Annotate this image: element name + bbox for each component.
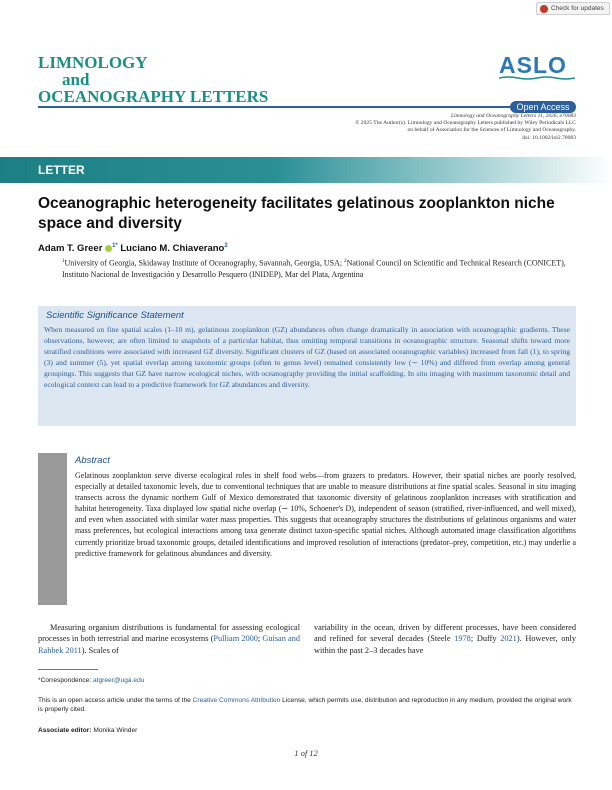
body-text: variability in the ocean, driven by different processes, have been considered and refined for several decades (Steele [314, 623, 576, 644]
article-title: Oceanographic heterogeneity facilitates gelatinous zooplankton niche space and diversity [38, 195, 555, 232]
author-line [38, 243, 228, 254]
editor-name: Monika Winder [91, 727, 138, 734]
article-meta [276, 113, 576, 142]
email-link[interactable]: atgreer@uga.edu [92, 677, 145, 684]
license-link[interactable]: Creative Commons Attribution [192, 697, 281, 704]
author-1-affil: 1* [112, 243, 118, 249]
reference-link[interactable]: Pulliam 2000 [213, 634, 258, 644]
body-text: ). However, only within the past 2–3 decades have [314, 634, 576, 655]
author-1[interactable]: Adam T. Greer [38, 243, 103, 255]
page-number: 1 of 12 [294, 748, 318, 758]
journal-title-line2: and [62, 70, 90, 89]
aslo-wave-icon [499, 76, 575, 80]
copyright: © 2025 The Author(s). Limnology and Oceanography Letters published by Wiley Periodicals LLC [355, 120, 576, 127]
associate-editor [38, 727, 137, 734]
body-text: ). Scales of [81, 645, 119, 655]
check-for-updates-button[interactable] [536, 2, 610, 15]
reference-link[interactable]: Guisan and Rahbek 2011 [38, 634, 301, 655]
journal-title-line3: OCEANOGRAPHY LETTERS [38, 87, 269, 106]
body-text: ; [257, 634, 263, 644]
reference-link[interactable]: 1978 [454, 634, 471, 644]
body-column-left [38, 622, 300, 656]
author-2[interactable]: Luciano M. Chiaverano [120, 243, 225, 255]
doi-link[interactable]: doi: 10.1002/lol2.70083 [522, 134, 576, 141]
abstract-text: Gelatinous zooplankton serve diverse ecological roles in shelf food webs—from grazers to predators. However, their spatial niches are poorly resolved, especially at detailed taxonomic levels, due to conventional techniques that are unable to measure distributions at fine spatial scales. Seasonal in situ imaging transects across the dynamic northern Gulf of Mexico demonstrated that taxonomic diversity of gelatinous zooplankton increases with stratification and habitat heterogeneity. Taxa displayed low spatial niche overlap (∼ 10%, Schoener's D), independent of season (stratified, river-influenced, and well mixed), and even when associated with similar water mass properties. This suggests that oceanography structures the distributions of gelatinous organisms and water mass preferences, but ecological interactions among taxa generate distinct taxon-specific spatial niches. Although automated image classification algorithms currently prioritize broad taxonomic groups, detailed identifications and improved resolution of interactions (predator–prey, competition, etc.) may underlie a predictive framework for gelatinous abundances and diversity. [75, 471, 576, 558]
journal-title-line1: LIMNOLOGY [38, 53, 148, 72]
section-label: LETTER [38, 163, 85, 177]
header-rule [38, 106, 510, 108]
affil-2: National Council on Scientific and Technical Research (CONICET), Instituto Nacional de Investigación y Desarrollo Pesquero (INIDEP), Mar del Plata, Argentina [62, 258, 566, 279]
license-notice [38, 696, 576, 714]
open-access-badge: Open Access [510, 101, 576, 113]
citation: Limnology and Oceanography Letters 11, 2026, e70083 [450, 113, 576, 119]
body-text: ; Duffy [470, 634, 501, 644]
abstract-sidebar [38, 453, 67, 605]
license-text: This is an open access article under the terms of the [38, 697, 193, 704]
significance-heading: Scientific Significance Statement [46, 310, 184, 321]
affil-2-sup: 2 [344, 259, 347, 264]
license-text: License, which permits use, distribution and reproduction in any medium, provided the original work is properly cited. [38, 697, 572, 713]
author-2-affil: 2 [224, 243, 228, 249]
orcid-icon[interactable] [105, 245, 112, 252]
affil-1-sup: 1 [62, 259, 65, 264]
affil-1: University of Georgia, Skidaway Institute of Oceanography, Savannah, Georgia, USA; [64, 258, 345, 268]
affiliations [62, 256, 576, 280]
reference-link[interactable]: 2021 [500, 634, 517, 644]
check-for-updates-label: Check for updates [551, 5, 604, 12]
significance-text: When measured on fine spatial scales (1–10 m), gelatinous zooplankton (GZ) abundances often change dramatically in association with oceanographic gradients. These observations, however, are often limited to snapshots of a particular habitat, thus omitting temporal transitions in oceanographic structure. Seasonal shifts toward more stratified conditions were associated with increased GZ diversity. Significant clusters of GZ (based on associated oceanographic variables) increased from fall (1), to spring (3) and summer (5), yet spatial overlap among taxonomic groups (often to genus level) remained consistently low (∼ 10%) and differed from overlap among general groupings. This suggests that GZ have narrow ecological niches, with oceanography providing the initial scaffolding. In situ imaging with maximum taxonomic detail and ecological context can lead to a predictive framework for GZ abundances and diversity. [44, 325, 570, 389]
aslo-logo: ASLO [499, 52, 567, 78]
body-column-right [314, 622, 576, 656]
update-icon [540, 5, 548, 13]
abstract-heading: Abstract [75, 455, 110, 466]
body-text: Measuring organism distributions is fundamental for assessing ecological processes in both terrestrial and marine ecosystems ( [38, 623, 300, 644]
section-banner [0, 157, 612, 183]
behalf: on behalf of Association for the Sciences of Limnology and Oceanography. [407, 127, 576, 134]
correspondence-label: *Correspondence: [38, 677, 93, 684]
correspondence [38, 677, 144, 684]
editor-label: Associate editor: [38, 727, 92, 734]
footnote-rule [38, 669, 98, 670]
